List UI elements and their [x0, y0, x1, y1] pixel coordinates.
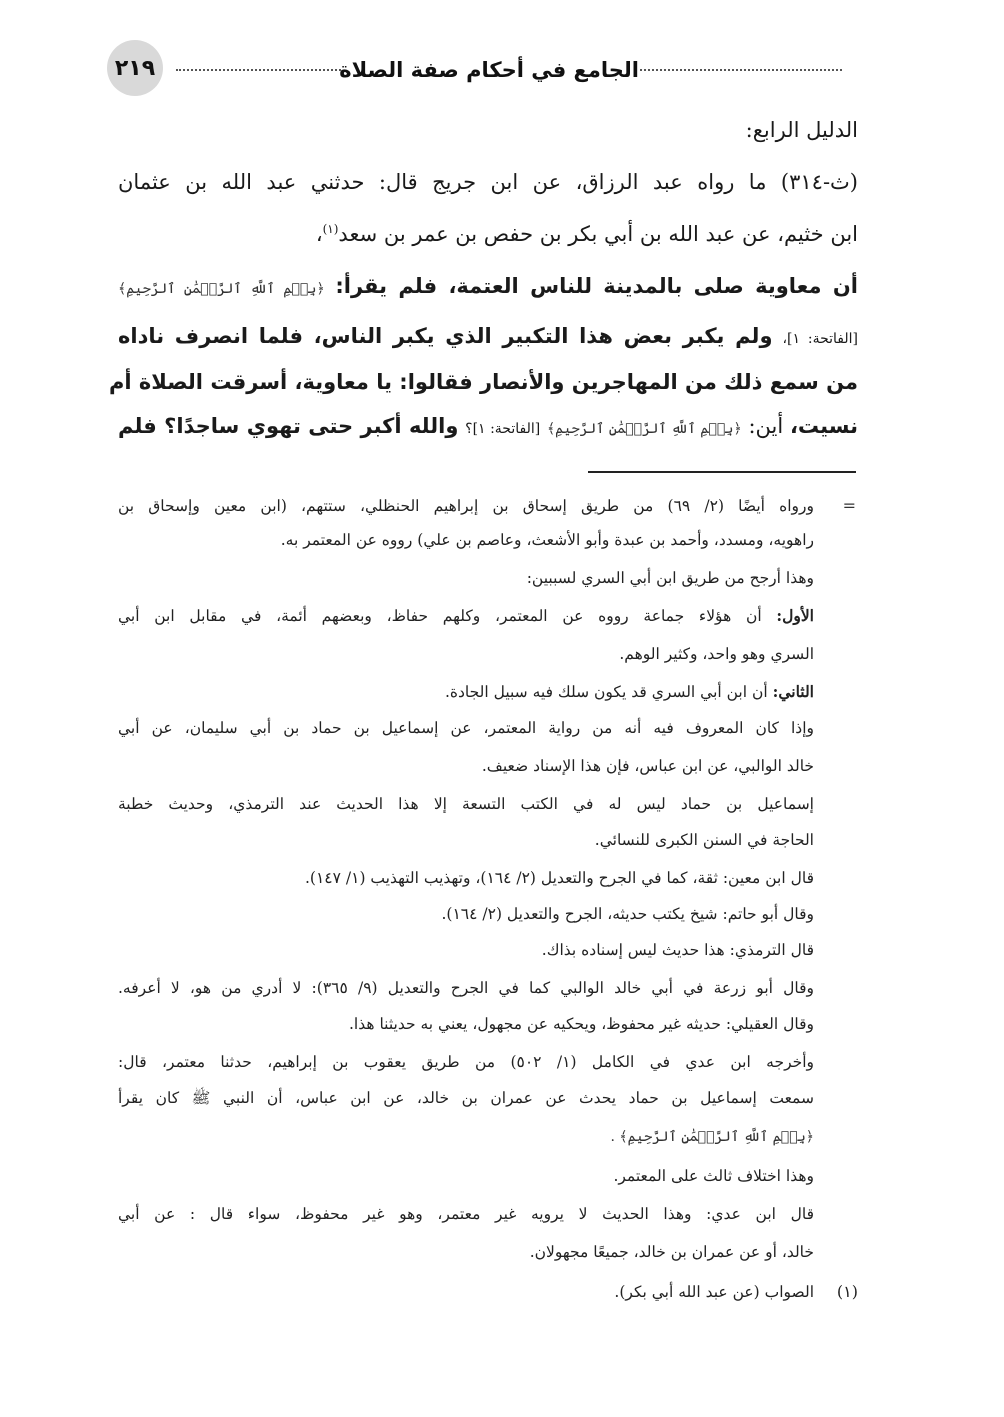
- reason-text-second: أن ابن أبي السري قد يكون سلك فيه سبيل الجادة.: [444, 683, 768, 701]
- footnote-line: وهذا اختلاف ثالث على المعتمر.: [613, 1167, 814, 1185]
- basmala-quote: ﴿بِسۡمِ ٱللَّهِ ٱلرَّحۡمَٰنِ ٱلرَّحِيمِ﴾: [118, 281, 325, 297]
- footnote-number: (١): [836, 1282, 858, 1301]
- reason-label-second: الثاني:: [772, 682, 814, 701]
- surah-reference: [الفاتحة: ١]،: [782, 331, 858, 347]
- footnote-line: إسماعيل بن حماد ليس له في الكتب التسعة إلا هذا الحديث عند الترمذي، وحديث خطبة: [118, 795, 814, 813]
- running-header-title: الجامع في أحكام صفة الصلاة: [339, 58, 639, 82]
- section-heading: الدليل الرابع:: [745, 118, 858, 142]
- surah-reference: [الفاتحة: ١]؟: [465, 421, 541, 437]
- reason-text-first: أن هؤلاء جماعة رووه عن المعتمر، وكلهم حفاظ، وبعضهم أئمة، في مقابل ابن أبي: [118, 607, 762, 625]
- footnote-line: ورواه أيضًا (٢/ ٦٩) من طريق إسحاق بن إبراهيم الحنظلي، ستتهم، (ابن معين وإسحاق بن: [118, 497, 814, 515]
- main-line-2-end: ،: [315, 222, 323, 246]
- footnote-line: الحاجة في السنن الكبرى للنسائي.: [594, 831, 814, 849]
- reason-label-first: الأول:: [776, 606, 814, 625]
- footnote-line: وهذا أرجح من طريق ابن أبي السري لسببين:: [526, 569, 814, 587]
- footnote-line: خالد الوالبي، عن ابن عباس، فإن هذا الإسناد ضعيف.: [481, 757, 814, 775]
- hadith-text-bold: ولم يكبر بعض هذا التكبير الذي يكبر الناس، فلما انصرف ناداه: [118, 324, 773, 348]
- footnote-basmala-line: [610, 1120, 814, 1153]
- main-line-2-text: ابن خثيم، عن عبد الله بن أبي بكر بن حفص بن عمر بن سعد: [338, 222, 858, 246]
- footnote-line: وإذا كان المعروف فيه أنه من رواية المعتمر، عن إسماعيل بن حماد بن أبي سليمان، عن أبي: [118, 719, 814, 737]
- footnote-separator: [588, 471, 856, 473]
- basmala-quote: ﴿بِسۡمِ ٱللَّهِ ٱلرَّحۡمَٰنِ ٱلرَّحِيمِ﴾ .: [610, 1129, 814, 1145]
- main-line-4: [118, 316, 858, 359]
- basmala-quote: ﴿بِسۡمِ ٱللَّهِ ٱلرَّحۡمَٰنِ ٱلرَّحِيمِ﴾: [546, 421, 742, 437]
- main-line-3: [118, 266, 858, 309]
- footnote-line: وقال أبو زرعة في أبي خالد الوالبي كما في الجرح والتعديل (٩/ ٣٦٥): لا أدري من هو، لا أعرفه.: [118, 979, 814, 997]
- footnote-line: وقال أبو حاتم: شيخ يكتب حديثه، الجرح والتعديل (٢/ ١٦٤).: [441, 905, 814, 923]
- footnote-continuation-mark: =: [842, 496, 856, 515]
- hadith-text-bold: نسيت،: [789, 414, 858, 438]
- main-line-6: [118, 406, 858, 449]
- footnote-line: [445, 676, 814, 708]
- footnote-reference: (١): [322, 222, 339, 236]
- header-dotted-rule-left: [176, 69, 341, 71]
- footnote-line: قال ابن معين: ثقة، كما في الجرح والتعديل (٢/ ١٦٤)، وتهذيب التهذيب (١/ ١٤٧).: [304, 869, 814, 887]
- footnote-line: السري وهو واحد، وكثير الوهم.: [619, 645, 814, 663]
- hadith-text-bold: من سمع ذلك من المهاجرين والأنصار فقالوا: يا معاوية، أسرقت الصلاة أم: [108, 370, 858, 394]
- main-line-5: [108, 362, 858, 402]
- footnote-line: [118, 600, 814, 632]
- hadith-text-bold: أن معاوية صلى بالمدينة للناس العتمة، فلم يقرأ:: [335, 274, 858, 298]
- footnote-line: قال ابن عدي: وهذا الحديث لا يرويه غير معتمر، وهو غير محفوظ، سواء قال : عن أبي: [118, 1205, 814, 1223]
- footnote-line: خالد، أو عن عمران بن خالد، جميعًا مجهولان.: [529, 1243, 814, 1261]
- footnote-line: وأخرجه ابن عدي في الكامل (١/ ٥٠٢) من طريق يعقوب بن إبراهيم، حدثنا معتمر، قال:: [118, 1053, 814, 1071]
- main-line-2: [316, 214, 858, 254]
- footnote-line: وقال العقيلي: حديثه غير محفوظ، ويحكيه عن مجهول، يعني به حديثنا هذا.: [348, 1015, 814, 1033]
- footnote-line: راهويه، ومسدد، وأحمد بن عبدة وأبو الأشعث، وعاصم بن علي) رووه عن المعتمر به.: [280, 531, 814, 549]
- page-number-badge: ٢١٩: [107, 40, 163, 96]
- footnote-line: قال الترمذي: هذا حديث ليس إسناده بذاك.: [541, 941, 814, 959]
- header-dotted-rule-right: [640, 69, 842, 71]
- where-word: أين:: [748, 414, 784, 438]
- footnote-1-text: الصواب (عن عبد الله أبي بكر).: [614, 1283, 814, 1301]
- hadith-text-bold: والله أكبر حتى تهوي ساجدًا؟ فلم: [118, 414, 459, 438]
- footnote-line: سمعت إسماعيل بن حماد يحدث عن عمران بن خالد، عن ابن عباس، أن النبي ﷺ كان يقرأ: [118, 1089, 814, 1107]
- main-line-1: (ث-٣١٤) ما رواه عبد الرزاق، عن ابن جريج قال: حدثني عبد الله بن عثمان: [118, 170, 858, 194]
